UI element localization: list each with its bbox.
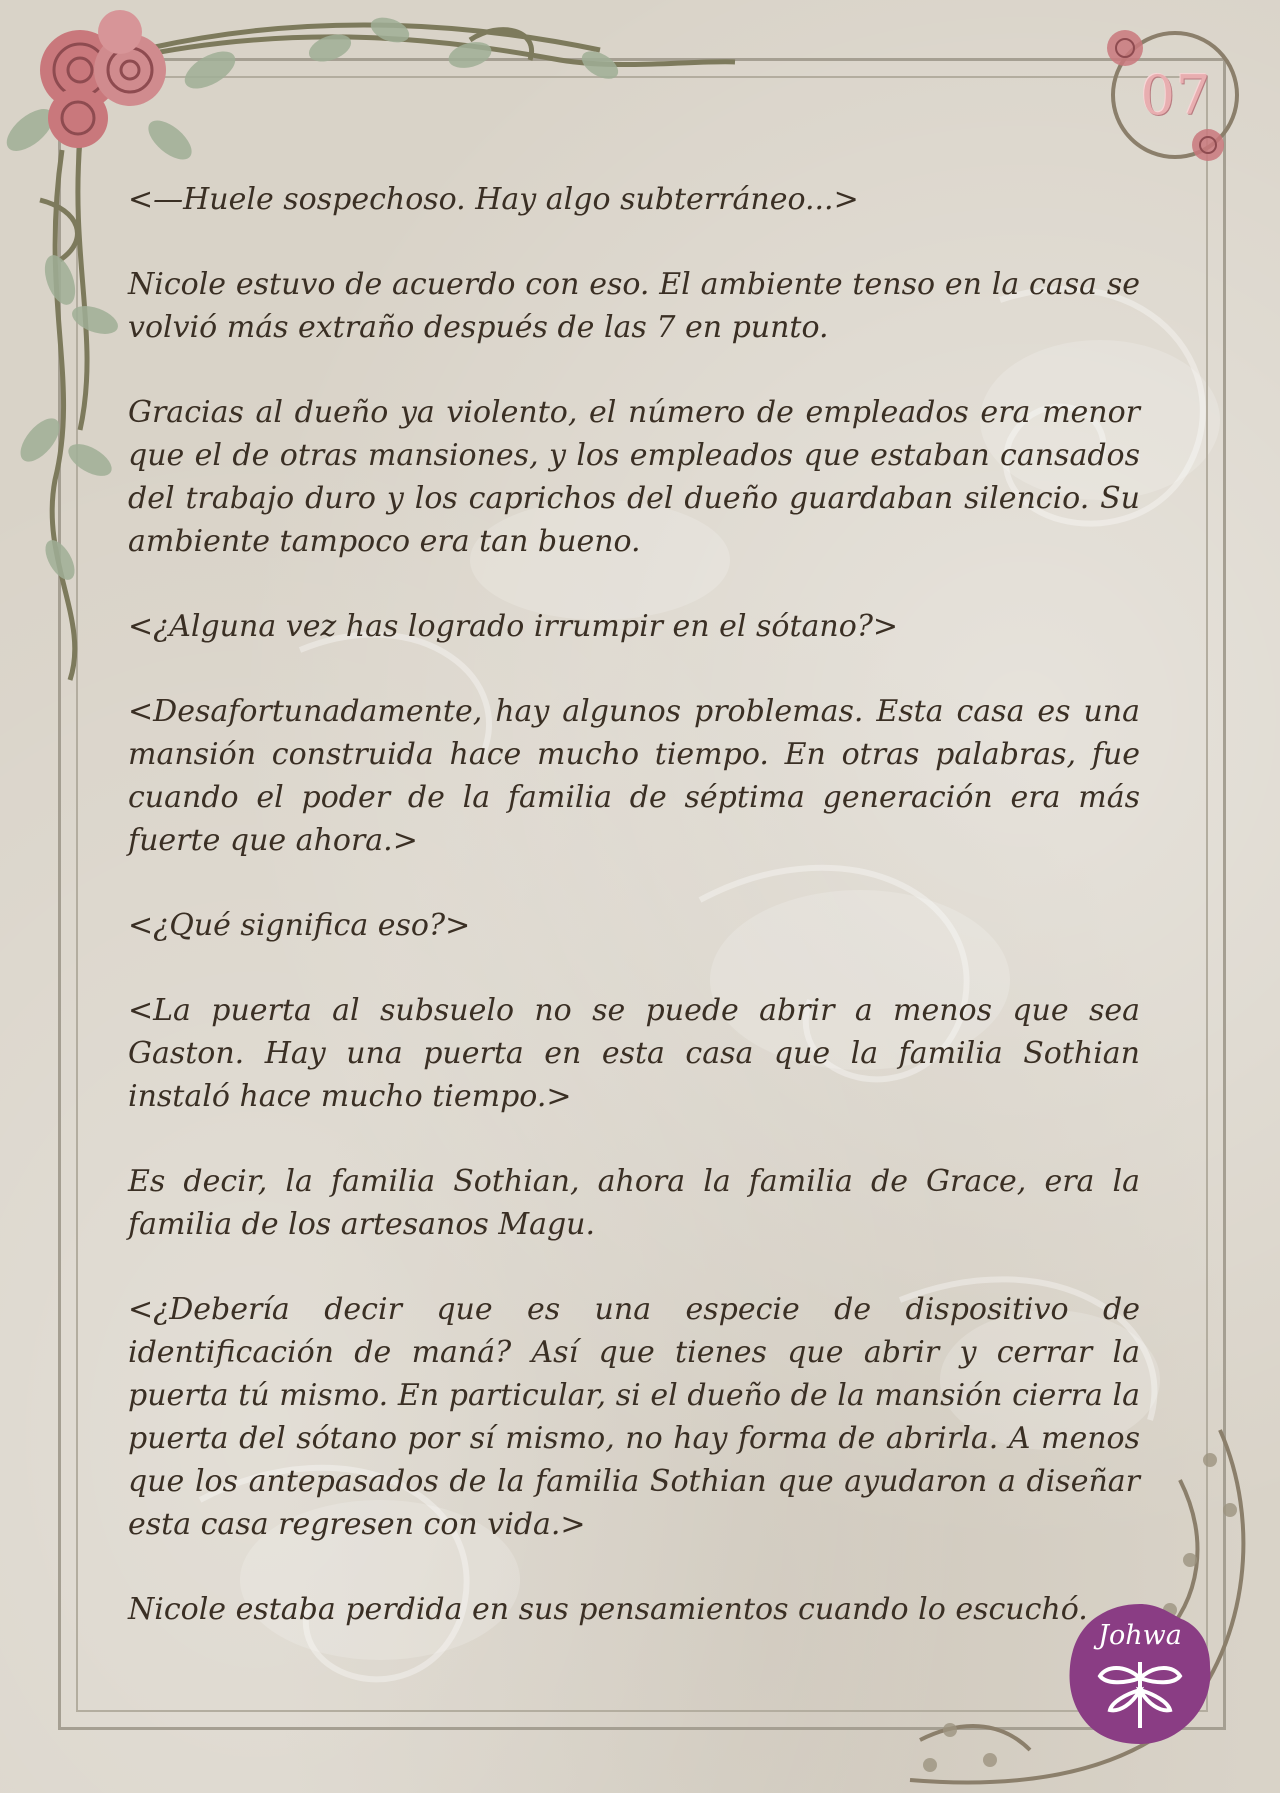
paragraph: <¿Alguna vez has logrado irrumpir en el sótano?>: [128, 609, 899, 644]
paragraph: Gracias al dueño ya violento, el número de empleados era menor que el de otras mansiones, y los empleados que estaban cansados del trabajo duro y los caprichos del dueño guardaban silencio. Su ambiente tampoco era tan bueno.: [128, 395, 1140, 559]
paragraph: Nicole estaba perdida en sus pensamientos cuando lo escuchó.: [128, 1592, 1088, 1627]
paragraph: <—Huele sospechoso. Hay algo subterráneo...>: [128, 182, 859, 217]
paragraph: <¿Debería decir que es una especie de dispositivo de identificación de maná? Así que tienes que abrir y cerrar la puerta tú mismo. En particular, si el dueño de la mansión cierra la puerta del sótano por sí mismo, no hay forma de abrirla. A menos que los antepasados de la familia Sothian que ayudaron a diseñar esta casa regresen con vida.>: [128, 1292, 1140, 1542]
page-number: 07: [1140, 64, 1212, 127]
story-text: [128, 178, 1140, 1673]
paragraph: Nicole estuvo de acuerdo con eso. El ambiente tenso en la casa se volvió más extraño después de las 7 en punto.: [128, 267, 1140, 345]
paragraph: <La puerta al subsuelo no se puede abrir a menos que sea Gaston. Hay una puerta en esta casa que la familia Sothian instaló hace mucho tiempo.>: [128, 993, 1140, 1114]
paragraph: Es decir, la familia Sothian, ahora la familia de Grace, era la familia de los artesanos Magu.: [128, 1164, 1140, 1242]
paragraph: <¿Qué significa eso?>: [128, 908, 471, 943]
paragraph: <Desafortunadamente, hay algunos problemas. Esta casa es una mansión construida hace mucho tiempo. En otras palabras, fue cuando el poder de la familia de séptima generación era más fuerte que ahora.>: [128, 694, 1140, 858]
logo-label: Johwa: [1098, 1620, 1182, 1651]
